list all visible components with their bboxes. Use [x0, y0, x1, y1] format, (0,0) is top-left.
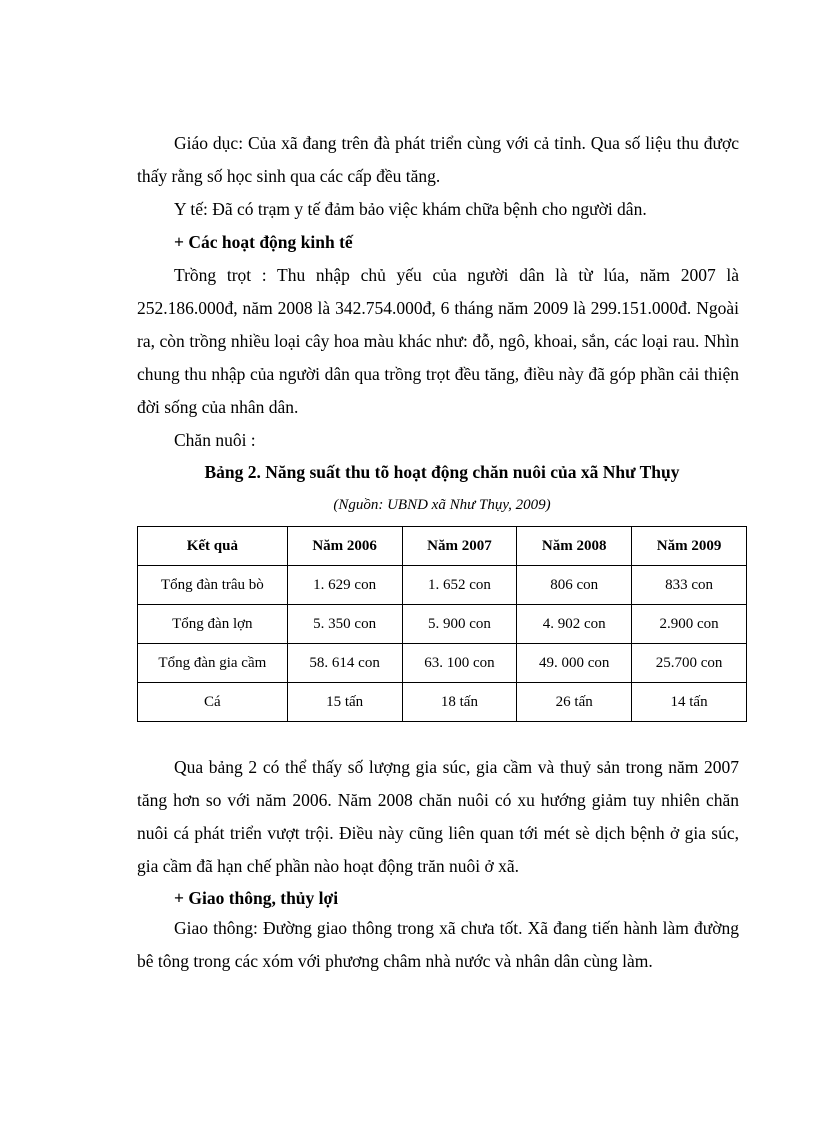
table-cell: 25.700 con — [632, 644, 747, 683]
table-cell: 5. 900 con — [402, 605, 517, 644]
table-cell: 4. 902 con — [517, 605, 632, 644]
table-row — [138, 566, 747, 605]
education-paragraph: Giáo dục: Của xã đang trên đà phát triển cùng với cả tỉnh. Qua số liệu thu được thấy rằng số học sinh qua các cấp đều tăng. — [137, 133, 739, 186]
transport-paragraph: Giao thông: Đường giao thông trong xã chưa tốt. Xã đang tiến hành làm đường bê tông trong các xóm với phương châm nhà nước và nhân dân cùng làm. — [137, 918, 739, 971]
header-year-2007: Năm 2007 — [402, 527, 517, 566]
row-label: Tổng đàn gia cầm — [138, 644, 288, 683]
table-cell: 833 con — [632, 566, 747, 605]
table-cell: 63. 100 con — [402, 644, 517, 683]
livestock-table — [137, 526, 747, 722]
cultivation-paragraph: Trồng trọt : Thu nhập chủ yếu của người dân là từ lúa, năm 2007 là 252.186.000đ, năm 2008 là 342.754.000đ, 6 tháng năm 2009 là 299.151.000đ. Ngoài ra, còn trồng nhiều loại cây hoa màu khác như: đỗ, ngô, khoai, sắn, các loại rau. Nhìn chung thu nhập của người dân qua trồng trọt đều tăng, điều này đã góp phần cải thiện đời sống của nhân dân. — [137, 265, 739, 417]
table-cell: 58. 614 con — [287, 644, 402, 683]
header-year-2009: Năm 2009 — [632, 527, 747, 566]
table-header-row — [138, 527, 747, 566]
table-cell: 5. 350 con — [287, 605, 402, 644]
table-title: Bảng 2. Năng suất thu tõ hoạt động chăn nuôi của xã Như Thụy — [204, 462, 680, 482]
table-cell: 49. 000 con — [517, 644, 632, 683]
table-row — [138, 605, 747, 644]
economy-heading: + Các hoạt động kinh tế — [174, 232, 353, 252]
table-cell: 1. 629 con — [287, 566, 402, 605]
analysis-paragraph: Qua bảng 2 có thể thấy số lượng gia súc, gia cầm và thuỷ sản trong năm 2007 tăng hơn so với năm 2006. Năm 2008 chăn nuôi có xu hướng giảm tuy nhiên chăn nuôi cá phát triển vượt trội. Điều này cũng liên quan tới mét sè dịch bệnh ở gia súc, gia cầm đã hạn chế phần nào hoạt động trăn nuôi ở xã. — [137, 757, 739, 876]
table-cell: 1. 652 con — [402, 566, 517, 605]
table-cell: 806 con — [517, 566, 632, 605]
row-label: Cá — [138, 683, 288, 722]
table-cell: 26 tấn — [517, 683, 632, 722]
header-year-2008: Năm 2008 — [517, 527, 632, 566]
row-label: Tổng đàn trâu bò — [138, 566, 288, 605]
header-year-2006: Năm 2006 — [287, 527, 402, 566]
table-cell: 2.900 con — [632, 605, 747, 644]
table-cell: 14 tấn — [632, 683, 747, 722]
table-cell: 15 tấn — [287, 683, 402, 722]
transport-heading: + Giao thông, thủy lợi — [174, 888, 339, 908]
table-row — [138, 683, 747, 722]
table-source: (Nguồn: UBND xã Như Thụy, 2009) — [333, 497, 551, 513]
livestock-label: Chăn nuôi : — [174, 430, 256, 450]
table-cell: 18 tấn — [402, 683, 517, 722]
header-result: Kết quả — [138, 527, 288, 566]
health-paragraph: Y tế: Đã có trạm y tế đảm bảo việc khám chữa bệnh cho người dân. — [174, 199, 647, 219]
row-label: Tổng đàn lợn — [138, 605, 288, 644]
table-row — [138, 644, 747, 683]
